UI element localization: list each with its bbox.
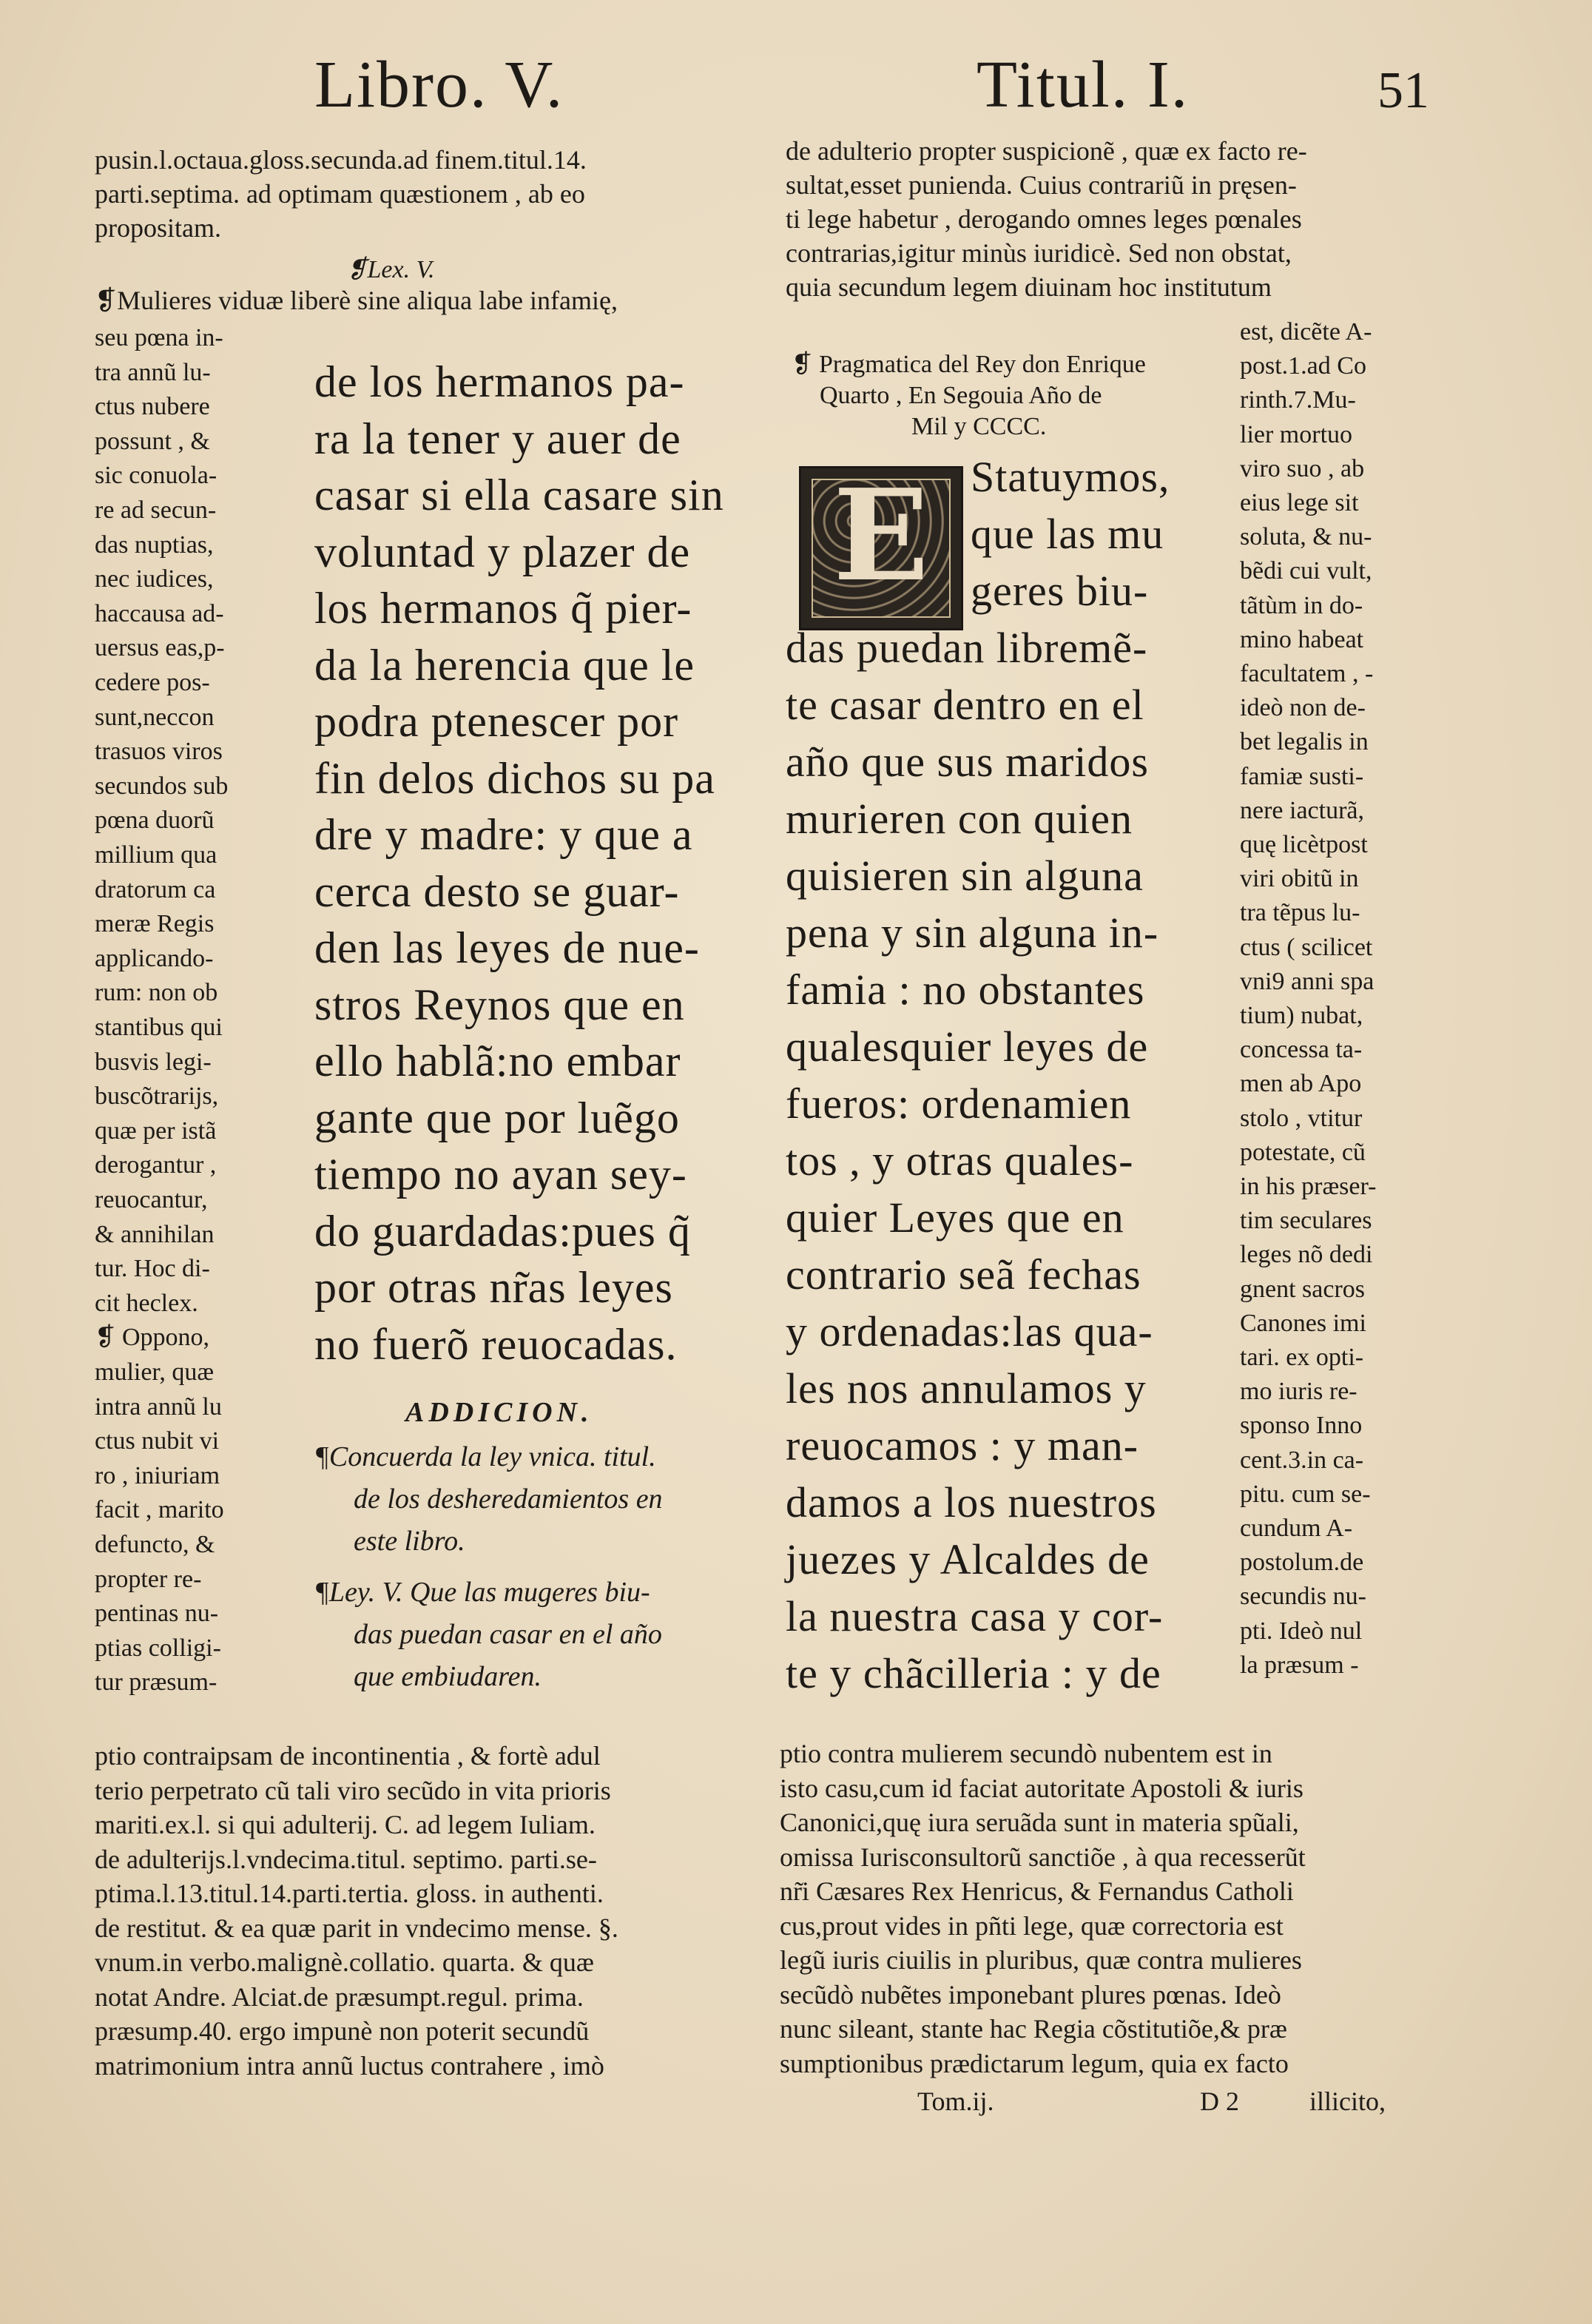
law-line: do guardadas:pues q̃: [314, 1206, 691, 1256]
gloss-line: tra tẽpus lu-: [1240, 899, 1360, 927]
gloss-line: nere iacturã,: [1240, 796, 1364, 824]
law-line: den las leyes de nue-: [314, 923, 700, 972]
gloss-line: nr̃i Cæsares Rex Henricus, & Fernandus Catholi: [780, 1876, 1294, 1906]
law-line: das puedan libremẽ-: [786, 624, 1148, 672]
gloss-line: reuocantur,: [95, 1186, 208, 1213]
gloss-line: tim seculares: [1240, 1207, 1372, 1235]
gloss-line: ro , iniuriam: [95, 1461, 220, 1489]
law-line: da la herencia que le: [314, 640, 695, 690]
gloss-line: pitu. cum se-: [1240, 1480, 1371, 1508]
lex-label: ❡Lex. V.: [346, 256, 435, 283]
gloss-line: secundos sub: [95, 772, 229, 800]
gloss-line: ptima.l.13.titul.14.parti.tertia. gloss. in authenti.: [95, 1879, 604, 1908]
law-line: voluntad y plazer de: [314, 527, 691, 576]
catchword: illicito,: [1309, 2086, 1386, 2116]
gloss-line: ideò non de-: [1240, 694, 1366, 722]
gloss-line: nec iudices,: [95, 565, 214, 593]
law-line: podra ptenescer por: [314, 697, 679, 746]
gloss-line: seu pœna in-: [95, 324, 223, 351]
pragmatica-line: ❡ Pragmatica del Rey don Enrique: [792, 351, 1146, 378]
gloss-line: soluta, & nu-: [1240, 523, 1372, 551]
gloss-line: isto casu,cum id faciat autoritate Apostoli & iuris: [780, 1773, 1303, 1803]
gloss-line: postolum.de: [1240, 1549, 1364, 1577]
gloss-line: millium qua: [95, 841, 217, 869]
law-line: cerca desto se guar-: [314, 866, 680, 916]
signature-mark: D 2: [1200, 2086, 1239, 2116]
gloss-line: lier mortuo: [1240, 420, 1353, 448]
gloss-line: parti.septima. ad optimam quæstionem , ab eo: [95, 179, 585, 209]
law-line: reuocamos : y man-: [786, 1421, 1139, 1469]
gloss-line: secundis nu-: [1240, 1583, 1366, 1611]
gloss-line: stantibus qui: [95, 1014, 223, 1041]
gloss-line: re ad secun-: [95, 496, 217, 524]
pragmatica-line: Quarto , En Segouia Año de: [820, 382, 1102, 409]
gloss-line: de restitut. & ea quæ parit in vndecimo mense. §.: [95, 1913, 618, 1943]
gloss-line: tari. ex opti-: [1240, 1344, 1364, 1371]
gloss-line: sumptionibus prædictarum legum, quia ex facto: [780, 2048, 1289, 2078]
gloss-line: ptio contra mulierem secundò nubentem est in: [780, 1739, 1272, 1768]
law-line: les nos annulamos y: [786, 1364, 1147, 1412]
law-line: ra la tener y auer de: [314, 414, 681, 463]
addicion-heading: ADDICION.: [405, 1397, 593, 1428]
gloss-line: meræ Regis: [95, 910, 215, 938]
addicion-line: ¶Concuerda la ley vnica. titul.: [314, 1441, 656, 1472]
gloss-line: secũdò nubẽtes imponebant plures pœnas. Ideò: [780, 1979, 1281, 2010]
gloss-line: nunc sileant, stante hac Regia cõstitutiõe,& præ: [780, 2014, 1287, 2044]
law-line: quier Leyes que en: [786, 1193, 1124, 1242]
gloss-line: defuncto, &: [95, 1531, 215, 1558]
left-gloss-opening: ❡Mulieres viduæ liberè sine aliqua labe infamię,: [95, 286, 618, 315]
law-line: de los hermanos pa-: [314, 357, 685, 406]
gloss-line: la præsum -: [1240, 1651, 1359, 1679]
gloss-line: quia secundum legem diuinam hoc institutum: [786, 272, 1272, 302]
gloss-line: busvis legi-: [95, 1048, 212, 1076]
law-line: los hermanos q̃ pier-: [314, 584, 692, 633]
addicion-line: de los desheredamientos en: [354, 1483, 663, 1515]
gloss-line: in his præser-: [1240, 1173, 1377, 1200]
gloss-line: mino habeat: [1240, 625, 1364, 653]
gloss-line: uersus eas,p-: [95, 634, 225, 662]
gloss-line: tra annũ lu-: [95, 358, 211, 386]
law-line: por otras nr̃as leyes: [314, 1263, 673, 1312]
gloss-line: contrarias,igitur minùs iuridicè. Sed non obstat,: [786, 238, 1292, 268]
law-line: no fuerõ reuocadas.: [314, 1319, 678, 1369]
law-line: casar si ella casare sin: [314, 471, 724, 519]
gloss-line: sunt,neccon: [95, 703, 215, 731]
law-line: tiempo no ayan sey-: [314, 1150, 687, 1199]
gloss-line: de adulterijs.l.vndecima.titul. septimo. parti.se-: [95, 1844, 597, 1874]
gloss-line: trasuos viros: [95, 738, 223, 766]
gloss-line: pusin.l.octaua.gloss.secunda.ad finem.titul.14.: [95, 145, 587, 175]
addicion-line: que embiudaren.: [354, 1661, 542, 1692]
law-line: juezes y Alcaldes de: [786, 1535, 1150, 1583]
law-line: Statuymos,: [971, 453, 1170, 501]
gloss-line: cedere pos-: [95, 669, 210, 696]
initial-letter: E: [833, 466, 929, 610]
gloss-line: legũ iuris ciuilis in pluribus, quæ contra mulieres: [780, 1945, 1302, 1975]
law-line: fin delos dichos su pa: [314, 753, 715, 803]
gloss-line: ctus ( scilicet: [1240, 933, 1373, 961]
law-line: te y chãcilleria : y de: [786, 1649, 1161, 1697]
addicion-line: este libro.: [354, 1526, 465, 1557]
gloss-line: est, dicẽte A-: [1240, 318, 1372, 346]
gloss-line: propter re-: [95, 1565, 202, 1593]
gloss-line: facit , marito: [95, 1496, 224, 1524]
gloss-line: applicando-: [95, 944, 214, 972]
gloss-line: cent.3.in ca-: [1240, 1446, 1364, 1474]
law-line: tos , y otras quales-: [786, 1136, 1134, 1185]
law-line: gante que por luẽgo: [314, 1093, 680, 1142]
gloss-line: de adulterio propter suspicionẽ , quæ ex facto re-: [786, 136, 1307, 166]
gloss-line: gnent sacros: [1240, 1275, 1366, 1303]
law-line: murieren con quien: [786, 795, 1133, 843]
law-line: stros Reynos que en: [314, 980, 685, 1029]
law-line: pena y sin alguna in-: [786, 909, 1159, 957]
gloss-line: cundum A-: [1240, 1515, 1353, 1542]
gloss-line: ctus nubere: [95, 393, 210, 421]
gloss-line: haccausa ad-: [95, 599, 224, 627]
gloss-line: mulier, quæ: [95, 1358, 215, 1386]
gloss-line: propositam.: [95, 213, 221, 243]
gloss-line: post.1.ad Co: [1240, 352, 1366, 380]
law-line: la nuestra casa y cor-: [786, 1592, 1164, 1640]
gloss-line: ti lege habetur , derogando omnes leges pœnales: [786, 204, 1302, 234]
gloss-line: notat Andre. Alciat.de præsumpt.regul. prima.: [95, 1981, 584, 2012]
law-line: geres biu-: [971, 567, 1149, 615]
gloss-line: rum: non ob: [95, 979, 218, 1007]
gloss-line: stolo , vtitur: [1240, 1104, 1363, 1132]
pragmatica-line: Mil y CCCC.: [911, 413, 1047, 440]
law-line: qualesquier leyes de: [786, 1023, 1149, 1071]
gloss-line: quę licètpost: [1240, 831, 1368, 858]
gloss-line: leges nõ dedi: [1240, 1241, 1373, 1269]
gloss-line: buscõtrarijs,: [95, 1082, 219, 1111]
addicion-line: das puedan casar en el año: [354, 1619, 662, 1650]
law-line: famia : no obstantes: [786, 966, 1145, 1014]
gloss-line: & annihilan: [95, 1220, 215, 1248]
gloss-line: tium) nubat,: [1240, 1002, 1363, 1029]
gloss-line: men ab Apo: [1240, 1070, 1362, 1098]
gloss-line: cus,prout vides in pñti lege, quæ correctoria est: [780, 1910, 1284, 1941]
gloss-line: ctus nubit vi: [95, 1427, 220, 1455]
law-line: y ordenadas:las qua-: [786, 1307, 1153, 1355]
gloss-line: vnum.in verbo.malignè.collatio. quarta. & quæ: [95, 1947, 594, 1977]
gloss-line: pœna duorũ: [95, 806, 215, 835]
gloss-line: bẽdi cui vult,: [1240, 557, 1372, 585]
gloss-line: matrimonium intra annũ luctus contrahere , imò: [95, 2050, 604, 2081]
gloss-line: mariti.ex.l. si qui adulterij. C. ad legem Iuliam.: [95, 1810, 596, 1839]
gloss-line: das nuptias,: [95, 531, 214, 559]
gloss-line: famiæ susti-: [1240, 762, 1364, 790]
law-line: fueros: ordenamien: [786, 1080, 1132, 1128]
law-line: quisieren sin alguna: [786, 852, 1144, 900]
gloss-line: vni9 anni spa: [1240, 967, 1375, 995]
gloss-line: sponso Inno: [1240, 1412, 1363, 1440]
gloss-line: Canonici,quę iura seruãda sunt in materia spũali,: [780, 1808, 1299, 1837]
gloss-line: ptio contraipsam de incontinentia , & fortè adul: [95, 1741, 601, 1771]
addicion-line: ¶Ley. V. Que las mugeres biu-: [314, 1577, 650, 1608]
gloss-line: intra annũ lu: [95, 1392, 222, 1421]
gloss-line: tur. Hoc di-: [95, 1255, 210, 1283]
gloss-line: bet legalis in: [1240, 728, 1369, 756]
gloss-line: omissa Iurisconsultorũ sanctiõe , à qua recesserũt: [780, 1842, 1306, 1872]
law-line: damos a los nuestros: [786, 1478, 1157, 1526]
gloss-line: viro suo , ab: [1240, 454, 1365, 482]
law-line: ello hablã:no embar: [314, 1037, 681, 1085]
gloss-line: eius lege sit: [1240, 489, 1359, 516]
decorated-initial: [799, 466, 963, 630]
gloss-line: facultatem , -: [1240, 660, 1374, 687]
gloss-line: pti. Ideò nul: [1240, 1617, 1363, 1645]
book-number: Libro. V.: [314, 48, 564, 121]
gloss-line: ❡ Oppono,: [95, 1324, 210, 1352]
gloss-line: potestate, cũ: [1240, 1138, 1366, 1166]
gloss-line: tur præsum-: [95, 1668, 217, 1697]
law-line: dre y madre: y que a: [314, 810, 693, 859]
gloss-line: possunt , &: [95, 427, 210, 455]
title-number: Titul. I.: [977, 48, 1190, 121]
volume-label: Tom.ij.: [917, 2086, 994, 2116]
law-line: año que sus maridos: [786, 738, 1149, 786]
gloss-line: quæ per istã: [95, 1116, 217, 1145]
gloss-line: tãtùm in do-: [1240, 591, 1363, 619]
gloss-line: terio perpetrato cũ tali viro secũdo in vita prioris: [95, 1775, 611, 1805]
gloss-line: cit heclex.: [95, 1289, 198, 1317]
gloss-line: pentinas nu-: [95, 1600, 219, 1628]
gloss-line: dratorum ca: [95, 875, 216, 903]
law-line: contrario seã fechas: [786, 1250, 1141, 1299]
law-line: te casar dentro en el: [786, 681, 1144, 729]
gloss-line: sic conuola-: [95, 462, 217, 490]
law-line: que las mu: [971, 510, 1164, 558]
gloss-line: præsump.40. ergo impunè non poterit secundũ: [95, 2016, 590, 2046]
gloss-line: ptias colligi-: [95, 1634, 221, 1662]
gloss-line: derogantur ,: [95, 1151, 217, 1179]
gloss-line: mo iuris re-: [1240, 1378, 1357, 1406]
folio-number: 51: [1377, 62, 1429, 119]
gloss-line: concessa ta-: [1240, 1036, 1363, 1064]
gloss-line: sultat,esset punienda. Cuius contrariũ in pręsen-: [786, 170, 1297, 200]
gloss-line: Canones imi: [1240, 1309, 1366, 1337]
gloss-line: rinth.7.Mu-: [1240, 386, 1356, 414]
gloss-line: viri obitũ in: [1240, 865, 1359, 893]
